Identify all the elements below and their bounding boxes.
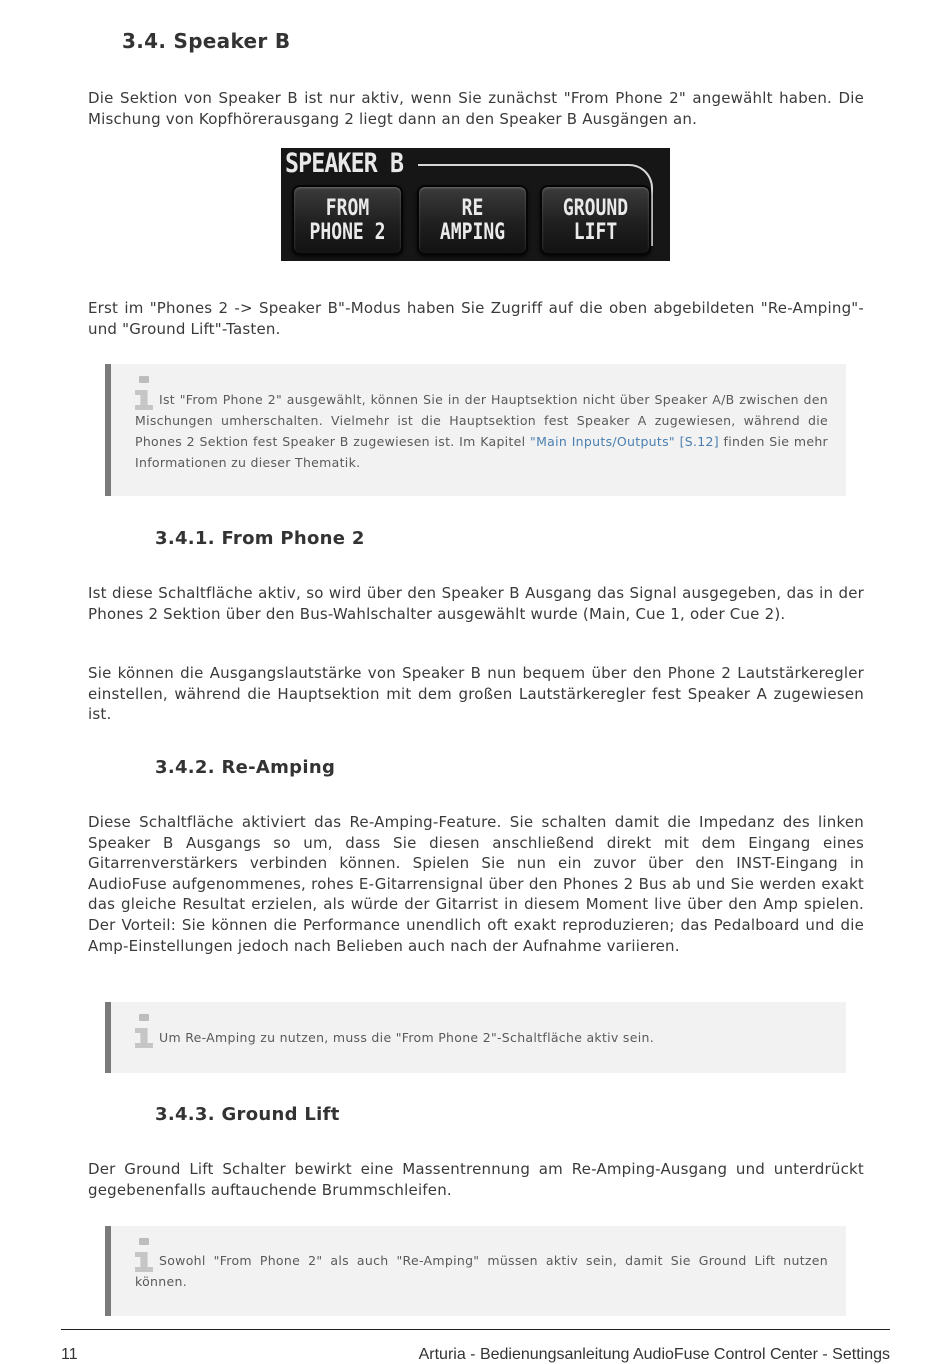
note-text: Ist "From Phone 2" ausgewählt, können Sie in der Hauptsektion nicht über Speaker A/B zwischen den Mischungen umherschalten. Vielmehr ist die Hauptsektion fest Speaker A zugewiesen, während die Phones 2 Sektion fest Speaker B zugewiesen ist. Im Kapitel "Main Inputs/Outputs" [S.12] finden Sie mehr Informationen zu dieser Thematik. xyxy=(135,392,828,470)
section-intro: Die Sektion von Speaker B ist nur aktiv, wenn Sie zunächst "From Phone 2" angewählt haben. Die Mischung von Kopfhörerausgang 2 liegt dann an den Speaker B Ausgängen an. xyxy=(88,89,864,128)
re-amping-button: RE AMPING xyxy=(417,185,528,255)
footer-divider xyxy=(61,1329,890,1330)
re-amping-paragraph: Diese Schaltfläche aktiviert das Re-Amping-Feature. Sie schalten damit die Impedanz des linken Speaker B Ausgangs so um, dass Sie diesen anschließend direkt mit dem Eingang eines Gitarrenverstärkers verbinden können. Spielen Sie nun ein zuvor über den INST-Eingang in AudioFuse aufgenommenes, rohes E-Gitarrensignal über den Phones 2 Bus ab und Sie werden exakt das gleiche Resultat erzielen, als würde der Gitarrist in diesem Moment live über den Amp spielen. Der Vorteil: Sie können die Performance unendlich oft exakt reproduzieren; das Pedalboard und die Amp-Einstellungen jedoch nach Belieben auch nach der Aufnahme variieren. xyxy=(88,813,864,955)
ground-lift-paragraph: Der Ground Lift Schalter bewirkt eine Massentrennung am Re-Amping-Ausgang und unterdrückt gegebenenfalls auftauchende Brummschleifen. xyxy=(88,1160,864,1199)
speaker-b-panel-title: SPEAKER B xyxy=(285,148,404,179)
from-phone-2-paragraph-2: Sie können die Ausgangslautstärke von Speaker B nun bequem über den Phone 2 Lautstärkeregler einstellen, während die Hauptsektion mit dem großen Lautstärkeregler fest Speaker A zugewiesen ist. xyxy=(88,664,864,724)
info-note-re-amping xyxy=(105,1002,846,1073)
ground-lift-button: GROUND LIFT xyxy=(540,185,651,255)
from-phone-2-paragraph-1: Ist diese Schaltfläche aktiv, so wird über den Speaker B Ausgang das Signal ausgegeben, das in der Phones 2 Sektion über den Bus-Wahlschalter ausgewählt wurde (Main, Cue 1, oder Cue 2). xyxy=(88,584,864,623)
footer-title: Arturia - Bedienungsanleitung AudioFuse Control Center - Settings xyxy=(418,1346,890,1363)
subsection-heading-from-phone-2: 3.4.1. From Phone 2 xyxy=(155,528,365,549)
page-number: 11 xyxy=(61,1346,78,1363)
mode-text: Erst im "Phones 2 -> Speaker B"-Modus haben Sie Zugriff auf die oben abgebildeten "Re-Amping"- und "Ground Lift"-Tasten. xyxy=(88,299,864,338)
subsection-heading-ground-lift: 3.4.3. Ground Lift xyxy=(155,1104,340,1125)
subsection-heading-re-amping: 3.4.2. Re-Amping xyxy=(155,757,336,778)
section-heading: 3.4. Speaker B xyxy=(122,29,291,53)
speaker-b-panel-image xyxy=(281,148,670,261)
ground-lift-note-text: Sowohl "From Phone 2" als auch "Re-Amping" müssen aktiv sein, damit Sie Ground Lift nutzen können. xyxy=(135,1253,828,1289)
re-amping-note-text: Um Re-Amping zu nutzen, muss die "From Phone 2"-Schaltfläche aktiv sein. xyxy=(159,1030,654,1045)
from-phone-2-button: FROM PHONE 2 xyxy=(292,185,403,255)
main-inputs-outputs-link[interactable]: "Main Inputs/Outputs" [S.12] xyxy=(530,434,719,449)
info-note-main-inputs xyxy=(105,364,846,496)
info-note-ground-lift xyxy=(105,1226,846,1316)
